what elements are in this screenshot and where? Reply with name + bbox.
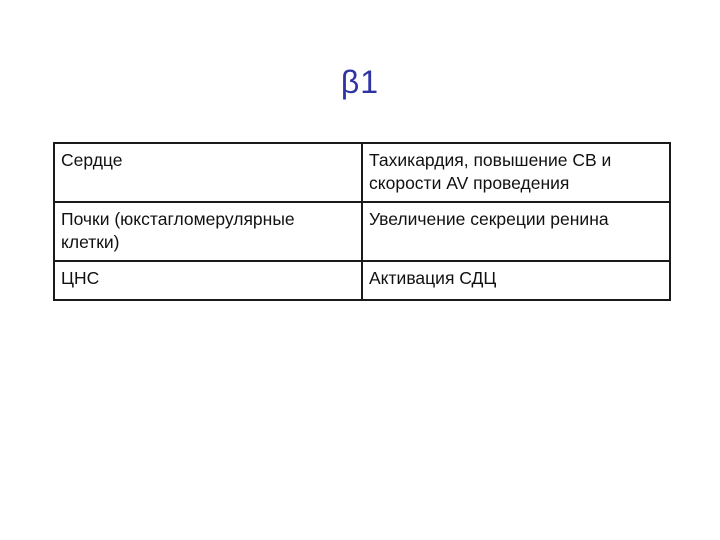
organ-cell: Почки (юкстагломерулярные клетки) <box>54 202 362 261</box>
organ-cell: ЦНС <box>54 261 362 300</box>
table-row <box>54 261 670 300</box>
table-row <box>54 143 670 202</box>
slide-title: β1 <box>340 64 380 100</box>
effect-cell: Тахикардия, повышение СВ и скорости AV проведения <box>362 143 670 202</box>
effect-cell: Активация СДЦ <box>362 261 670 300</box>
table-row <box>54 202 670 261</box>
effects-table <box>53 142 671 301</box>
organ-cell: Сердце <box>54 143 362 202</box>
effects-table-container <box>53 142 667 301</box>
effect-cell: Увеличение секреции ренина <box>362 202 670 261</box>
